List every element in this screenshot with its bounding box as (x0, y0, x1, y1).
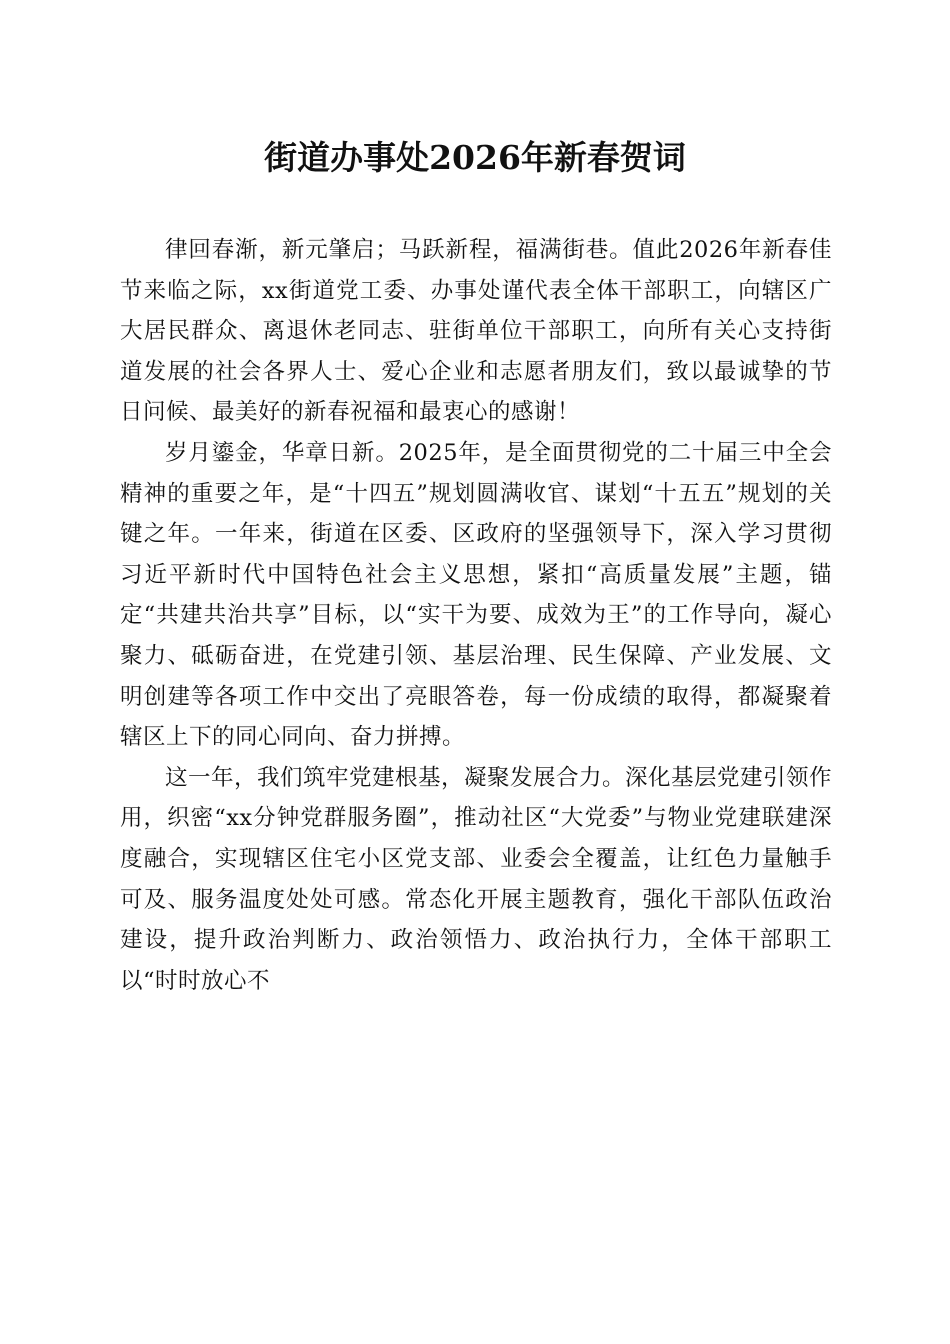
document-title: 街道办事处2026年新春贺词 (264, 138, 686, 177)
document-body (120, 230, 832, 1001)
paragraph: 律回春渐，新元肇启；马跃新程，福满街巷。值此2026年新春佳节来临之际，xx街道党工委、办事处谨代表全体干部职工，向辖区广大居民群众、离退休老同志、驻街单位干部职工，向所有关心支持街道发展的社会各界人士、爱心企业和志愿者朋友们，致以最诚挚的节日问候、最美好的新春祝福和最衷心的感谢！ (120, 237, 832, 426)
paragraph: 岁月鎏金，华章日新。2025年，是全面贯彻党的二十届三中全会精神的重要之年，是“十四五”规划圆满收官、谋划“十五五”规划的关键之年。一年来，街道在区委、区政府的坚强领导下，深入学习贯彻习近平新时代中国特色社会主义思想，紧扣“高质量发展”主题，锚定“共建共治共享”目标，以“实干为要、成效为王”的工作导向，凝心聚力、砥砺奋进，在党建引领、基层治理、民生保障、产业发展、文明创建等各项工作中交出了亮眼答卷，每一份成绩的取得，都凝聚着辖区上下的同心同向、奋力拼搏。 (120, 439, 832, 751)
paragraph: 这一年，我们筑牢党建根基，凝聚发展合力。深化基层党建引领作用，织密“xx分钟党群服务圈”，推动社区“大党委”与物业党建联建深度融合，实现辖区住宅小区党支部、业委会全覆盖，让红色力量触手可及、服务温度处处可感。常态化开展主题教育，强化干部队伍政治建设，提升政治判断力、政治领悟力、政治执行力，全体干部职工以“时时放心不 (120, 764, 833, 994)
